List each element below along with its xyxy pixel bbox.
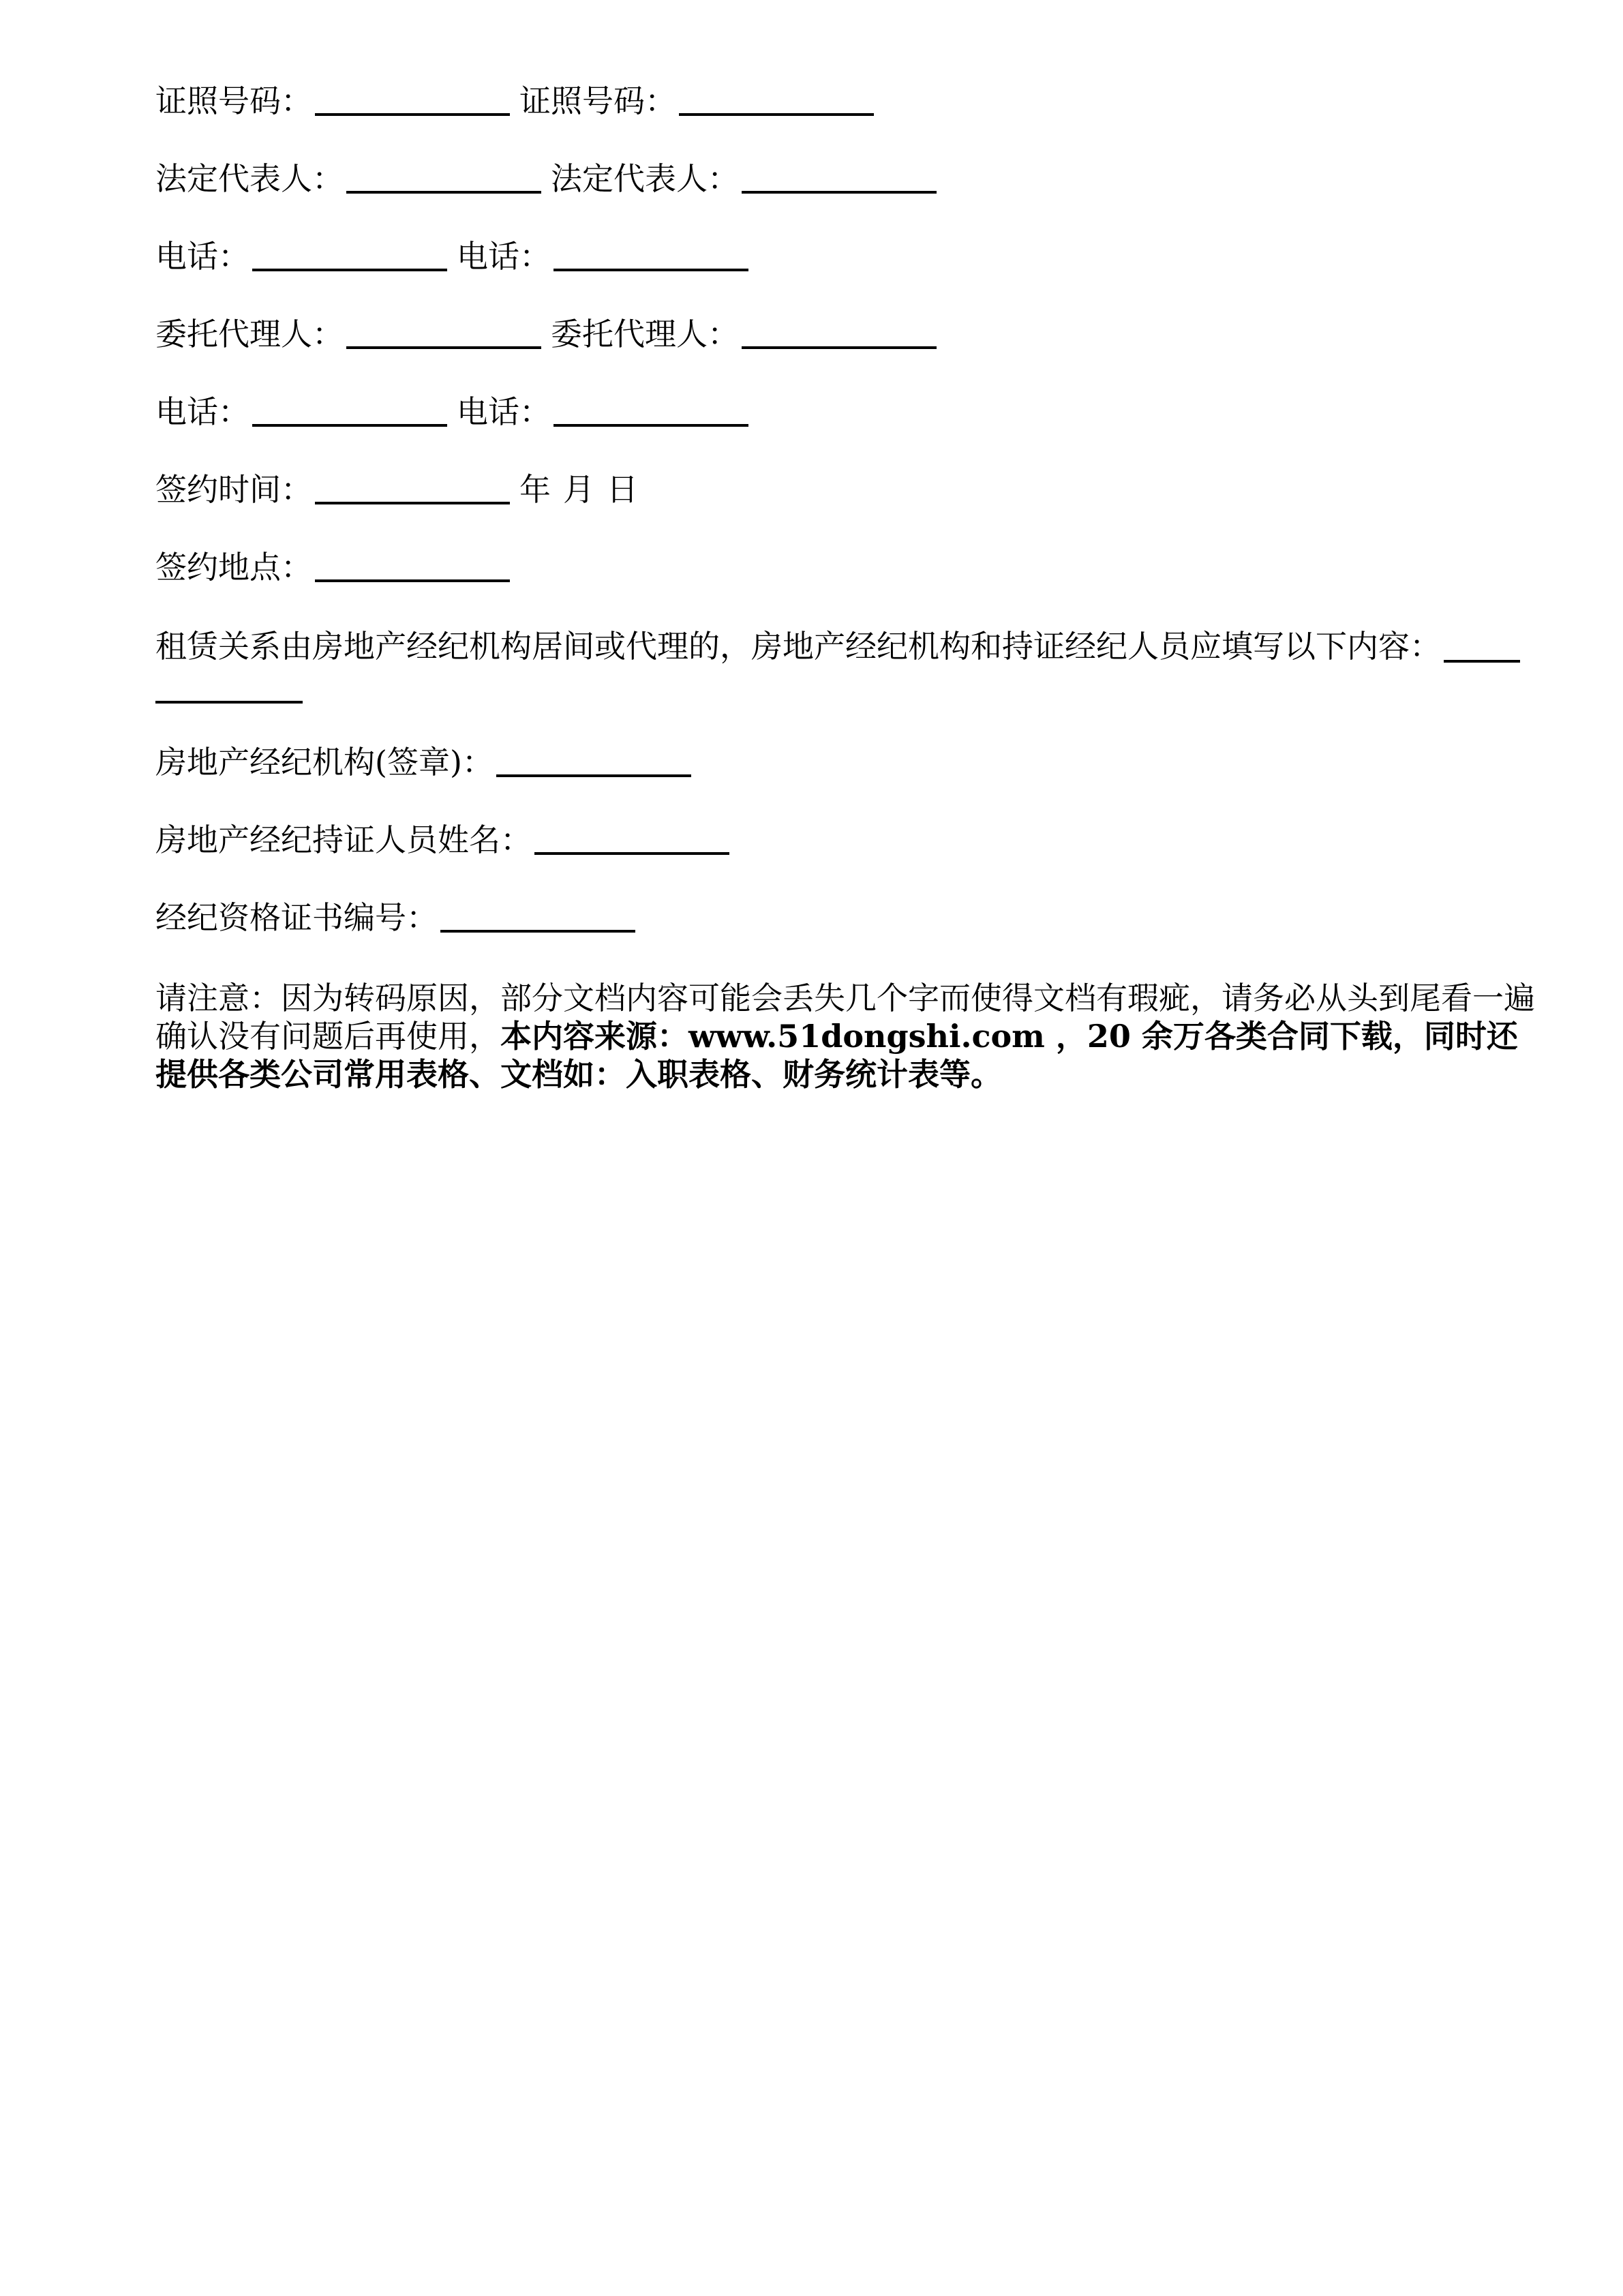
sign-time-blank	[315, 469, 510, 504]
sign-time-label: 签约时间：	[155, 471, 312, 508]
sign-time-row	[155, 469, 638, 510]
phone-1-label-right: 电话：	[457, 238, 551, 275]
notice-source-text: 本内容来源：www.51dongshi.com ，20 余万各类合同下载，同时还提供各类公司常用表格、文档如：入职表格、财务统计表等。	[155, 1018, 1518, 1093]
broker-name-row	[155, 819, 739, 860]
phone-2-blank-right	[553, 391, 748, 427]
phone-1-blank-right	[553, 236, 748, 271]
id-number-row	[155, 80, 883, 121]
agent-label-left: 委托代理人：	[155, 316, 344, 352]
broker-name-label: 房地产经纪持证人员姓名：	[155, 821, 532, 858]
phone-1-label-left: 电话：	[155, 238, 249, 275]
agency-note-blank-wrap	[155, 665, 303, 704]
legal-rep-blank-right	[742, 158, 937, 194]
sign-place-label: 签约地点：	[155, 549, 312, 586]
sign-place-row	[155, 547, 519, 588]
phone-row-1	[155, 236, 758, 277]
phone-2-blank-left	[252, 391, 447, 427]
notice-text: 请注意：因为转码原因，部分文档内容可能会丢失几个字而使得文档有瑕疵，请务必从头到尾看一遍确认没有问题后再使用，	[155, 980, 1535, 1055]
cert-no-label: 经纪资格证书编号：	[155, 899, 438, 936]
agency-note	[155, 627, 1546, 704]
agent-row	[155, 314, 946, 354]
sign-place-blank	[315, 547, 510, 582]
agency-note-blank-end	[1444, 627, 1520, 663]
agency-label: 房地产经纪机构(签章)：	[155, 744, 494, 781]
agent-blank-left	[346, 314, 541, 349]
agency-note-text: 租赁关系由房地产经纪机构居间或代理的，房地产经纪机构和持证经纪人员应填写以下内容：	[155, 628, 1441, 665]
agent-label-right: 委托代理人：	[551, 316, 739, 352]
id-number-label-right: 证照号码：	[519, 82, 676, 119]
legal-rep-label-left: 法定代表人：	[155, 160, 344, 197]
phone-2-label-left: 电话：	[155, 393, 249, 430]
legal-rep-label-right: 法定代表人：	[551, 160, 739, 197]
agent-blank-right	[742, 314, 937, 349]
broker-name-blank	[534, 819, 729, 855]
sign-time-year: 年	[519, 471, 551, 508]
phone-1-blank-left	[252, 236, 447, 271]
cert-no-blank	[440, 897, 635, 933]
phone-row-2	[155, 391, 758, 432]
notice	[155, 979, 1546, 1093]
id-number-label-left: 证照号码：	[155, 82, 312, 119]
phone-2-label-right: 电话：	[457, 393, 551, 430]
sign-time-month: 月	[563, 471, 594, 508]
legal-rep-blank-left	[346, 158, 541, 194]
agency-blank	[496, 742, 691, 777]
cert-no-row	[155, 897, 645, 938]
agency-row	[155, 742, 701, 783]
id-number-blank-right	[679, 80, 874, 116]
id-number-blank-left	[315, 80, 510, 116]
sign-time-day: 日	[607, 471, 638, 508]
legal-rep-row	[155, 158, 946, 199]
